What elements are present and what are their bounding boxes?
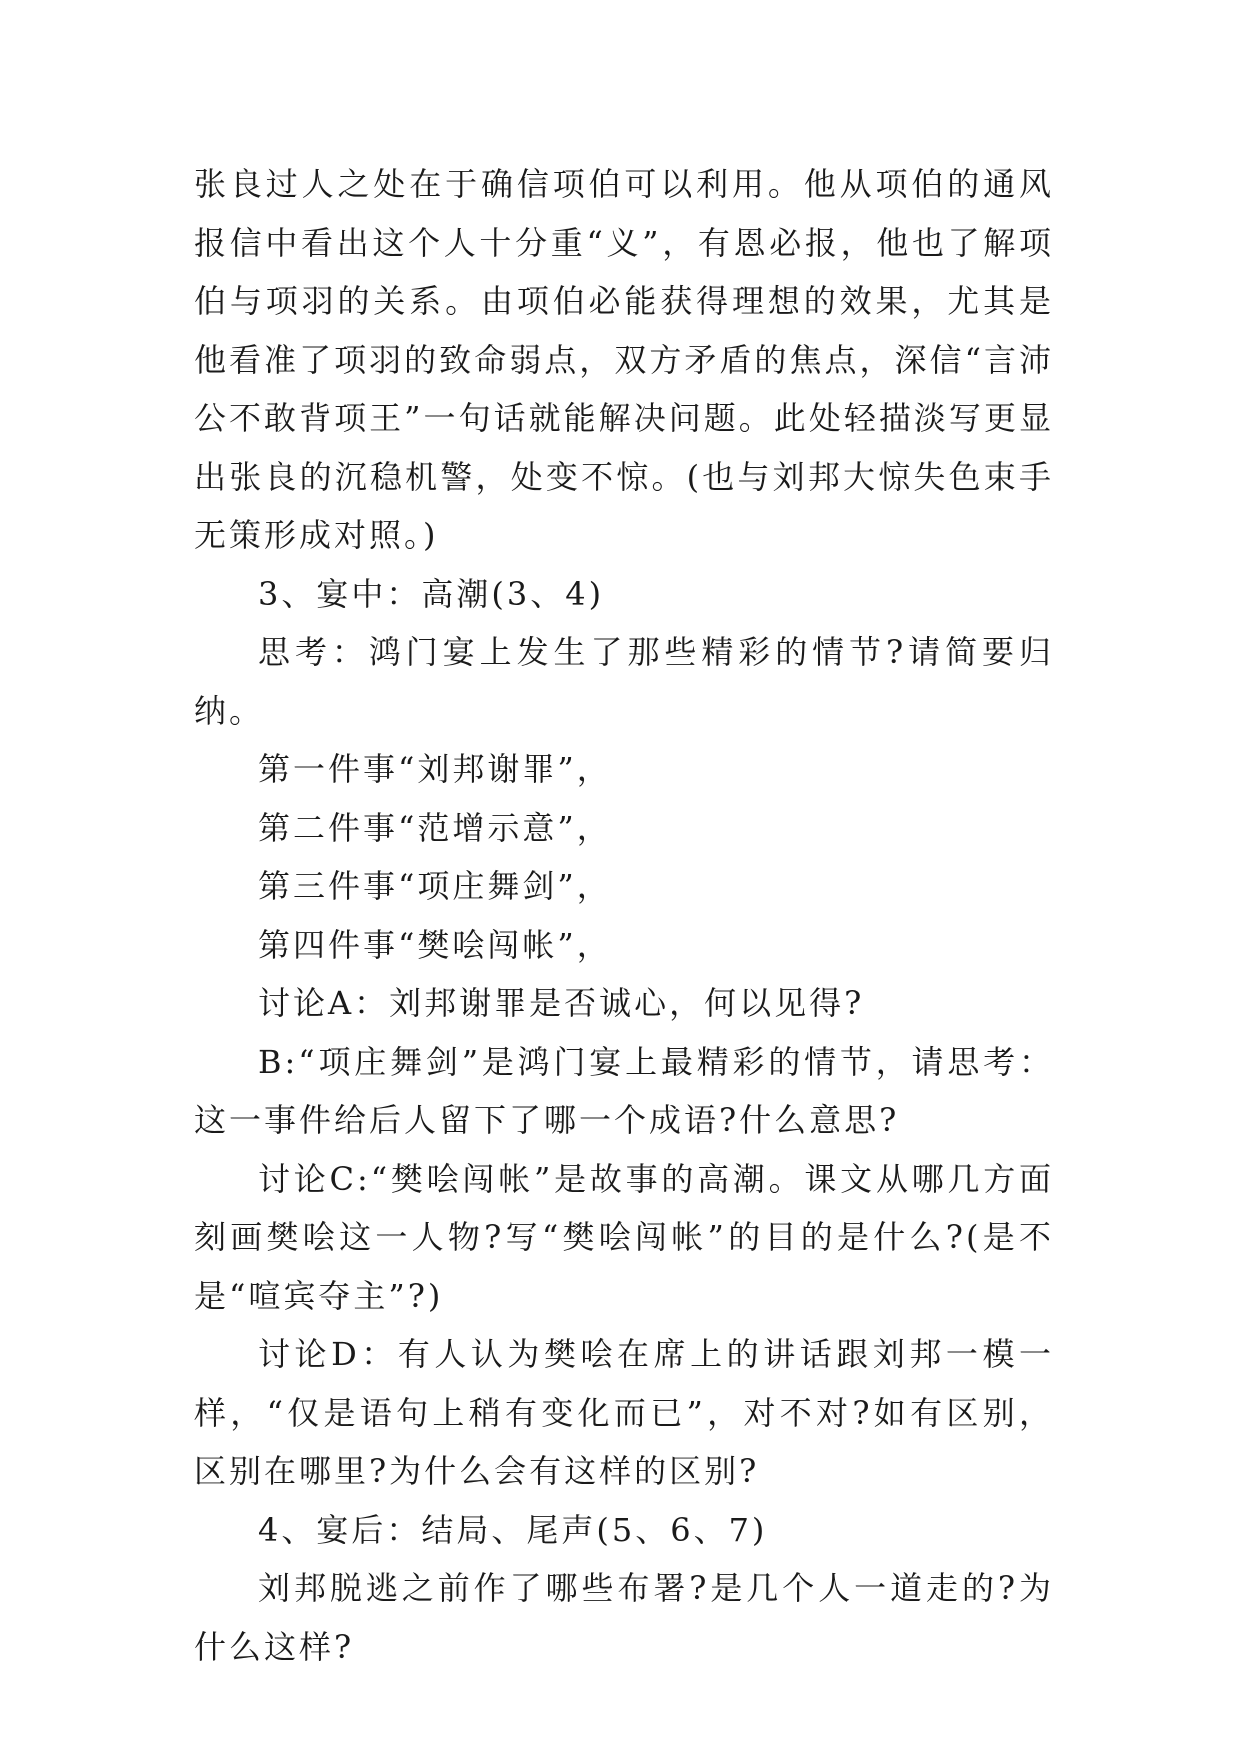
section-heading-banquet-middle: 3、宴中：高潮(3、4): [258, 574, 605, 613]
discussion-a: 讨论A：刘邦谢罪是否诚心，何以见得?: [258, 984, 865, 1022]
discussion-b: B:“项庄舞剑”是鸿门宴上最精彩的情节，请思考：这一事件给后人留下了哪一个成语?什么意思?: [194, 1042, 1054, 1139]
section-heading-banquet-after: 4、宴后：结局、尾声(5、6、7): [258, 1510, 768, 1549]
question-liubang-escape: 刘邦脱逃之前作了哪些布署?是几个人一道走的?为什么这样?: [194, 1569, 1054, 1666]
event-item-3: 第三件事“项庄舞剑”，: [258, 867, 612, 905]
question-banquet-plots: 思考：鸿门宴上发生了那些精彩的情节?请简要归纳。: [194, 633, 1054, 730]
event-item-4: 第四件事“樊哙闯帐”，: [258, 925, 612, 964]
discussion-d: 讨论D：有人认为樊哙在席上的讲话跟刘邦一模一样，“仅是语句上稍有变化而已”，对不对?如有区别，区别在哪里?为什么会有这样的区别?: [194, 1335, 1054, 1490]
event-item-2: 第二件事“范增示意”，: [258, 808, 612, 847]
paragraph-zhangliang-analysis: 张良过人之处在于确信项伯可以利用。他从项伯的通风报信中看出这个人十分重“义”，有恩必报，他也了解项伯与项羽的关系。由项伯必能获得理想的效果，尤其是他看准了项羽的致命弱点，双方矛盾的焦点，深信“言沛公不敢背项王”一句话就能解决问题。此处轻描淡写更显出张良的沉稳机警，处变不惊。(也与刘邦大惊失色束手无策形成对照。): [194, 165, 1054, 554]
event-item-1: 第一件事“刘邦谢罪”，: [258, 750, 612, 788]
document-body: [194, 155, 1054, 1676]
discussion-c: 讨论C:“樊哙闯帐”是故事的高潮。课文从哪几方面刻画樊哙这一人物?写“樊哙闯帐”的目的是什么?(是不是“喧宾夺主”?): [194, 1159, 1054, 1315]
